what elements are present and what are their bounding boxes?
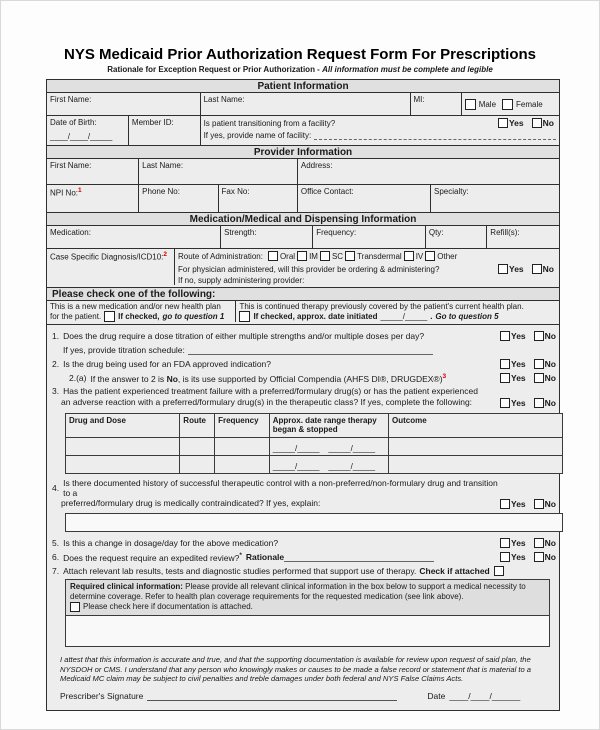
col-route: Route <box>180 414 215 438</box>
titration-schedule-blank[interactable] <box>188 346 433 355</box>
cont-period: . <box>430 312 433 321</box>
q6-footnote: * <box>239 551 242 559</box>
provider-first-name-label: First Name: <box>50 161 92 170</box>
provider-address-label: Address: <box>300 161 333 170</box>
new-medication-line2: for the patient. <box>50 312 102 321</box>
checkbox-q6-no[interactable] <box>534 552 544 562</box>
drug-history-table <box>65 413 563 474</box>
medication-strength-field[interactable] <box>221 226 313 248</box>
question-2 <box>52 357 556 371</box>
new-medication-option <box>47 301 236 322</box>
questions-section <box>47 325 559 651</box>
clinical-instructions <box>66 580 549 616</box>
check-one-row <box>47 301 559 325</box>
question-7 <box>52 564 556 578</box>
provider-npi-field[interactable] <box>47 185 139 212</box>
provider-office-contact-label: Office Contact: <box>300 187 354 196</box>
checkbox-q3-no[interactable] <box>534 398 544 408</box>
section-provider-information: Provider Information <box>47 146 559 159</box>
clinical-checkbox-label: Please check here if documentation is attached. <box>83 602 253 612</box>
physician-yes-label: Yes <box>509 264 524 274</box>
q3-line2: an adverse reaction with a preferred/formulary drug(s) in the therapeutic class? If yes, complete the following: <box>61 397 473 407</box>
provider-fax-label: Fax No: <box>221 187 250 196</box>
checkbox-q2a-no[interactable] <box>534 373 544 383</box>
q2-yes-label: Yes <box>511 359 526 369</box>
cont-date-blank[interactable]: _____/_____ <box>380 312 428 321</box>
checkbox-q2a-yes[interactable] <box>500 373 510 383</box>
physician-no-label: No <box>542 264 554 274</box>
male-label: Male <box>478 99 497 109</box>
q5-number: 5. <box>52 538 60 548</box>
medication-refills-label: Refill(s): <box>490 228 520 237</box>
row1-date-blank[interactable]: _____/_____ _____/_____ <box>269 438 388 456</box>
provider-row-2 <box>47 185 559 213</box>
question-1 <box>52 329 556 343</box>
diagnosis-label: Case Specific Diagnosis/ICD10: <box>50 252 164 262</box>
row1-drug-cell[interactable] <box>66 438 180 456</box>
q5-yes-label: Yes <box>511 538 526 548</box>
checkbox-physician-yes[interactable] <box>498 264 508 274</box>
checkbox-q2-yes[interactable] <box>500 359 510 369</box>
patient-transition-field <box>201 116 559 145</box>
col-date-range: Approx. date range therapy began & stopped <box>269 414 388 438</box>
diagnosis-field[interactable] <box>47 249 175 285</box>
patient-first-name-label: First Name: <box>50 95 92 104</box>
q2-number: 2. <box>52 359 60 369</box>
row2-drug-cell[interactable] <box>66 456 180 474</box>
checkbox-route-sc[interactable] <box>320 251 330 261</box>
rationale-blank[interactable] <box>284 553 434 562</box>
checkbox-physician-no[interactable] <box>532 264 542 274</box>
provider-fax-field[interactable] <box>219 185 298 212</box>
q6-rationale-label: Rationale <box>245 552 285 562</box>
route-transdermal-label: Transdermal <box>357 251 402 261</box>
clinical-entry-area[interactable] <box>66 616 549 646</box>
patient-first-name-field[interactable] <box>47 93 201 115</box>
npi-footnote: 1 <box>78 187 82 194</box>
q5-text: Is this a change in dosage/day for the above medication? <box>63 538 279 548</box>
patient-last-name-label: Last Name: <box>203 95 245 104</box>
subtitle-emphasis: All information must be complete and legible <box>322 65 493 74</box>
checkbox-q4-yes[interactable] <box>500 499 510 509</box>
checkbox-female[interactable] <box>502 99 513 110</box>
checkbox-q1-no[interactable] <box>534 331 544 341</box>
medication-row-2 <box>47 249 559 288</box>
q6-text <box>63 552 242 563</box>
q2a-text <box>90 373 446 384</box>
row1-frequency-cell[interactable] <box>215 438 270 456</box>
checkbox-q5-no[interactable] <box>534 538 544 548</box>
patient-mi-field[interactable] <box>411 93 462 115</box>
checkbox-continued-therapy[interactable] <box>239 311 250 322</box>
checkbox-q6-yes[interactable] <box>500 552 510 562</box>
checkbox-q7-attached[interactable] <box>494 566 504 576</box>
medication-name-field[interactable] <box>47 226 221 248</box>
provider-address-field[interactable] <box>298 159 559 184</box>
patient-sex-field <box>462 93 559 115</box>
q3-number: 3. <box>52 386 60 396</box>
checkbox-q5-yes[interactable] <box>500 538 510 548</box>
facility-prompt-label: If yes, provide name of facility: <box>203 131 312 140</box>
q1-yes-label: Yes <box>511 331 526 341</box>
section-patient-information: Patient Information <box>47 80 559 93</box>
section-check-one: Please check one of the following: <box>47 288 559 301</box>
question-2a <box>52 371 556 385</box>
q7-number: 7. <box>52 566 60 576</box>
q2a-no-label: No <box>544 373 556 383</box>
female-label: Female <box>516 99 543 109</box>
checkbox-new-medication[interactable] <box>104 311 115 322</box>
checkbox-documentation-attached[interactable] <box>70 602 80 612</box>
patient-last-name-field[interactable] <box>201 93 411 115</box>
prescriber-signature-blank[interactable] <box>147 691 397 701</box>
q2-text: Is the drug being used for an FDA approved indication? <box>63 359 272 369</box>
new-goto-label: go to question 1 <box>162 312 225 321</box>
provider-row-1 <box>47 159 559 185</box>
checkbox-q1-yes[interactable] <box>500 331 510 341</box>
provider-npi-label: NPI No: <box>50 188 79 198</box>
q2a-post: , is its use supported by Official Compendia (AHFS DI®, DRUGDEX®) <box>177 373 443 384</box>
q4-line2: preferred/formulary drug is medically contraindicated? If yes, explain: <box>61 498 321 508</box>
patient-row-2 <box>47 116 559 146</box>
medication-refills-field[interactable] <box>487 226 559 248</box>
cont-goto-label: Go to question 5 <box>435 312 499 321</box>
clinical-text1: Please provide all relevant clinical information in the box below to support a medical necessity to <box>182 582 526 591</box>
q2a-no-bold: No <box>166 373 178 384</box>
checkbox-route-im[interactable] <box>297 251 307 261</box>
clinical-bold-label: Required clinical information: <box>70 582 183 591</box>
physician-administered-question: For physician administered, will this provider be ordering & administering? <box>178 264 440 274</box>
col-drug-and-dose: Drug and Dose <box>66 414 180 438</box>
q4-yes-label: Yes <box>511 499 526 509</box>
medication-qty-label: Qty: <box>428 228 444 237</box>
q2a-pre: If the answer to 2 is <box>90 373 167 384</box>
q3-line1: Has the patient experienced treatment failure with a preferred/formulary drug(s) or has the patient experienced <box>63 386 478 396</box>
patient-dob-label: Date of Birth: <box>50 118 97 127</box>
patient-dob-field[interactable] <box>47 116 129 145</box>
signature-row <box>60 691 549 701</box>
route-label: Route of Administration: <box>178 251 263 261</box>
checkbox-route-iv[interactable] <box>404 251 414 261</box>
q4-explain-box[interactable] <box>65 513 563 532</box>
question-4 <box>52 478 556 511</box>
provider-specialty-field[interactable] <box>431 185 559 212</box>
patient-member-id-label: Member ID: <box>131 118 174 127</box>
page-title: NYS Medicaid Prior Authorization Request Form For Prescriptions <box>63 46 536 63</box>
q1-no-label: No <box>544 331 556 341</box>
col-outcome: Outcome <box>389 414 563 438</box>
section-medication-information: Medication/Medical and Dispensing Information <box>47 213 559 226</box>
q5-no-label: No <box>544 538 556 548</box>
q7-text: Attach relevant lab results, tests and diagnostic studies performed that support use of therapy. <box>63 566 417 576</box>
clinical-information-box <box>65 579 550 647</box>
page-subtitle <box>1 65 599 74</box>
cont-if-checked-label: If checked, approx. date initiated <box>253 312 378 321</box>
checkbox-route-other[interactable] <box>425 251 435 261</box>
checkbox-q3-yes[interactable] <box>500 398 510 408</box>
route-im-label: IM <box>309 251 318 261</box>
col-frequency: Frequency <box>215 414 270 438</box>
checkbox-q2-no[interactable] <box>534 359 544 369</box>
provider-office-contact-field[interactable] <box>298 185 431 212</box>
route-sc-label: SC <box>331 251 344 261</box>
transition-no-label: No <box>542 118 554 128</box>
patient-row-1 <box>47 93 559 116</box>
checkbox-transition-no[interactable] <box>532 118 542 128</box>
q2-no-label: No <box>544 359 556 369</box>
facility-name-blank[interactable] <box>314 131 556 140</box>
patient-member-id-field[interactable] <box>129 116 201 145</box>
new-medication-line1: This is a new medication and/or new health plan <box>50 302 221 311</box>
q6-no-label: No <box>544 552 556 562</box>
medication-frequency-field[interactable] <box>313 226 426 248</box>
question-6 <box>52 550 556 564</box>
q6-question: Does the request require an expedited review? <box>63 552 240 563</box>
q4-line1: Is there documented history of successful therapeutic control with a non-preferred/non-formulary drug and transition to a <box>63 478 498 498</box>
q2a-yes-label: Yes <box>511 373 526 383</box>
transition-yes-label: Yes <box>508 118 524 128</box>
row2-route-cell[interactable] <box>180 456 215 474</box>
patient-mi-label: MI: <box>413 95 425 104</box>
provider-first-name-field[interactable] <box>47 159 139 184</box>
transition-question-label: Is patient transitioning from a facility? <box>203 118 336 128</box>
attestation-text: I attest that this information is accurate and true, and that the supporting documentation is available for review upon request of said plan, the NYSDOH or CMS. I understand that any person who knowingly makes or causes to be made a false record or statement that is material to a Medicaid MC claim may be subject to civil penalties and treble damages under both federal and NYS False Claims Acts. <box>60 655 532 684</box>
checkbox-q4-no[interactable] <box>534 499 544 509</box>
diagnosis-footnote: 2 <box>163 251 168 258</box>
date-label: Date <box>427 690 446 701</box>
medication-row-1 <box>47 226 559 249</box>
medication-strength-label: Strength: <box>224 228 257 237</box>
row1-outcome-cell[interactable] <box>389 438 563 456</box>
q4-number: 4. <box>52 483 60 493</box>
drug-table-row-1 <box>66 438 563 456</box>
prescriber-signature-label: Prescriber's Signature <box>60 690 144 701</box>
new-if-checked-label: If checked, <box>118 312 160 321</box>
route-oral-label: Oral <box>279 251 296 261</box>
question-5 <box>52 536 556 550</box>
continued-therapy-option <box>236 301 559 324</box>
medication-frequency-label: Frequency: <box>316 228 357 237</box>
row1-route-cell[interactable] <box>180 438 215 456</box>
q3-yes-label: Yes <box>511 398 526 408</box>
clinical-text2: determine coverage. Refer to health plan coverage requirements for the requested medication (see link above). <box>70 591 464 601</box>
continued-therapy-line1: This is continued therapy previously covered by the patient's current health plan. <box>239 302 524 311</box>
q2a-number: 2.(a) <box>69 373 87 383</box>
administering-provider-prompt: If no, supply administering provider: <box>178 276 305 285</box>
provider-phone-field[interactable] <box>139 185 218 212</box>
medication-name-label: Medication: <box>50 228 91 237</box>
checkbox-route-oral[interactable] <box>268 251 278 261</box>
q1-number: 1. <box>52 331 60 341</box>
row2-date-blank[interactable]: _____/_____ _____/_____ <box>269 456 388 474</box>
row2-frequency-cell[interactable] <box>215 456 270 474</box>
provider-specialty-label: Specialty: <box>433 187 469 196</box>
checkbox-transition-yes[interactable] <box>498 118 508 128</box>
checkbox-male[interactable] <box>465 99 476 110</box>
q1-followup-label: If yes, provide titration schedule: <box>63 345 185 355</box>
medication-qty-field[interactable] <box>426 226 487 248</box>
route-other-label: Other <box>437 251 458 261</box>
patient-dob-blank[interactable]: ____/____/_____ <box>50 132 113 141</box>
drug-table-header-row <box>66 414 563 438</box>
q1-text: Does the drug require a dose titration of either multiple strengths and/or multiple doses per day? <box>63 331 425 341</box>
q6-number: 6. <box>52 552 60 562</box>
q2a-footnote: 3 <box>442 372 447 380</box>
question-3 <box>52 385 556 410</box>
q3-no-label: No <box>544 398 556 408</box>
drug-table-row-2 <box>66 456 563 474</box>
row2-outcome-cell[interactable] <box>389 456 563 474</box>
q7-check-label: Check if attached <box>419 566 490 576</box>
authorization-form <box>46 79 560 711</box>
provider-last-name-field[interactable] <box>139 159 298 184</box>
signature-date-blank[interactable]: ____/____/______ <box>449 690 521 701</box>
provider-phone-label: Phone No: <box>142 187 180 196</box>
checkbox-route-transdermal[interactable] <box>345 251 355 261</box>
q6-yes-label: Yes <box>511 552 526 562</box>
subtitle-plain: Rationale for Exception Request or Prior Authorization - <box>107 65 323 74</box>
q4-no-label: No <box>544 499 556 509</box>
q1-followup <box>52 343 556 357</box>
route-iv-label: IV <box>415 251 424 261</box>
provider-last-name-label: Last Name: <box>142 161 184 170</box>
route-admin-field <box>175 249 559 287</box>
